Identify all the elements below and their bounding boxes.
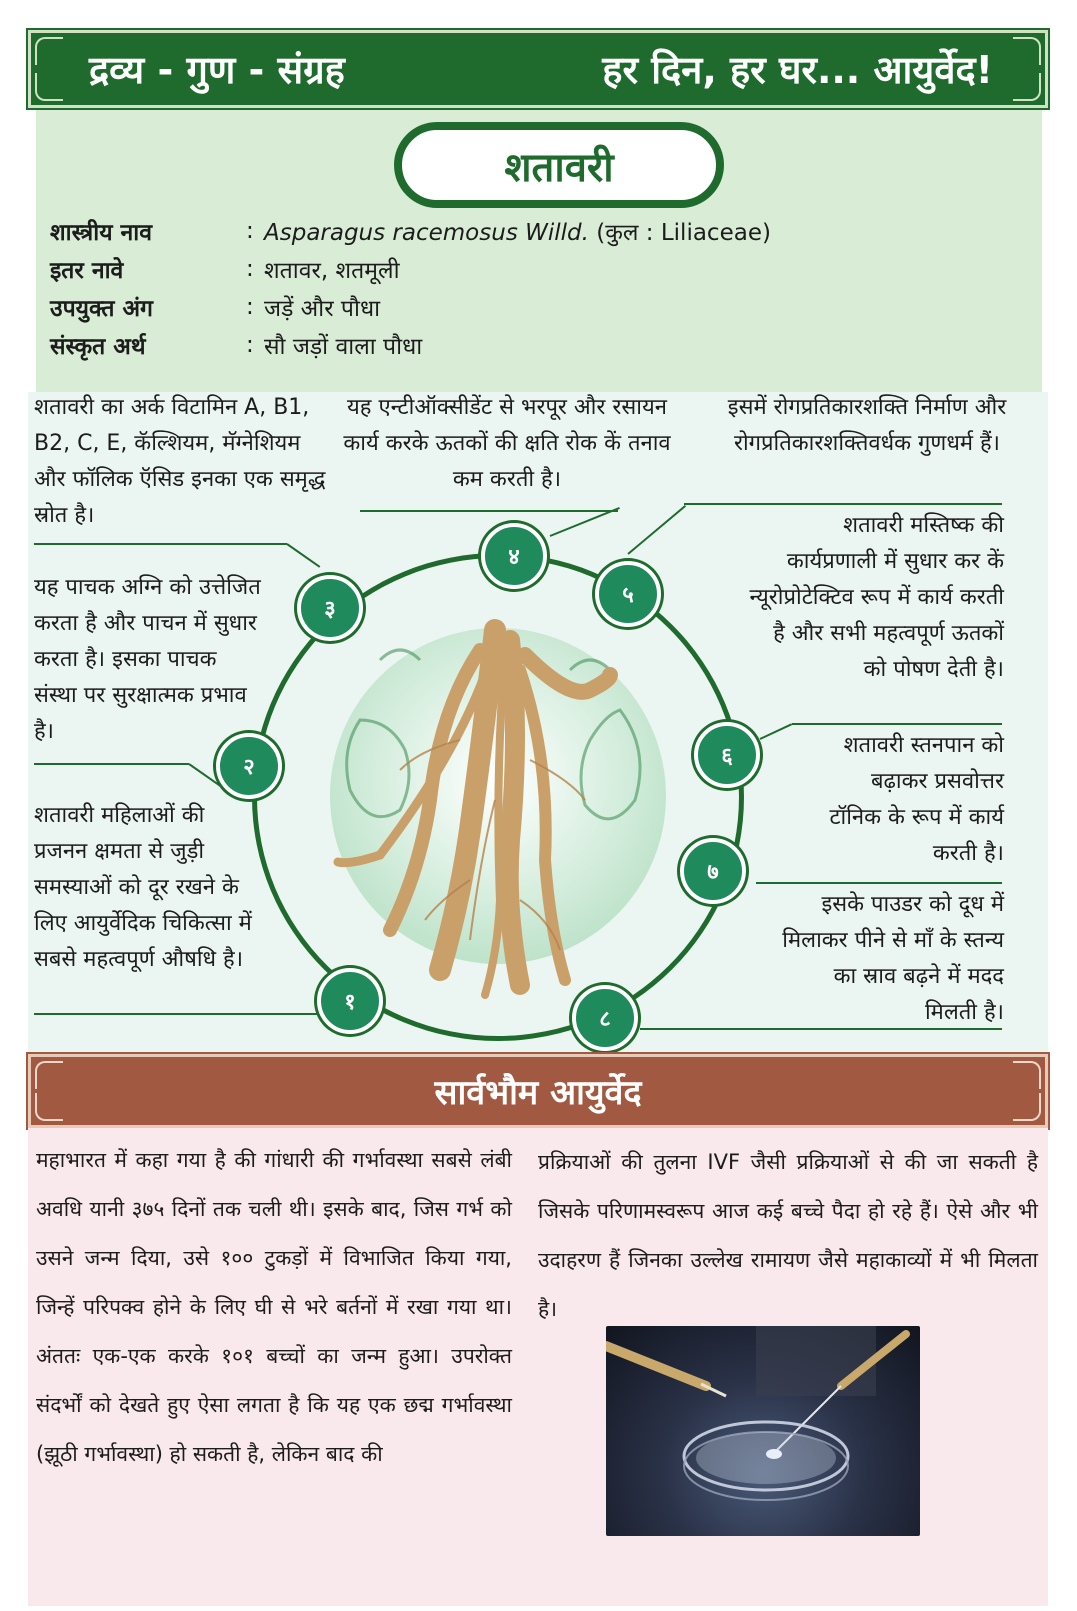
info-row-sanskrit-meaning: [50, 326, 1030, 364]
herb-name: शतावरी: [394, 122, 724, 208]
info-label: संस्कृत अर्थ: [50, 334, 146, 360]
benefit-badge-1: १: [317, 968, 383, 1034]
benefit-text-6: शतावरी मस्तिष्क की कार्यप्रणाली में सुधार कर कें न्यूरोप्रोटेक्टिव रूप में कार्य करती है और सभी महत्वपूर्ण ऊतकों को पोषण देती है।: [749, 513, 1004, 682]
article-column-left: महाभारत में कहा गया है की गांधारी की गर्भावस्था सबसे लंबी अवधि यानी ३७५ दिनों तक चली थी। इसके बाद, जिस गर्भ को उसने जन्म दिया, उसे १०० टुकड़ों में विभाजित किया गया, जिन्हें परिपक्व होने के लिए घी से भरे बर्तनों में रखा गया था। अंततः एक-एक करके १०१ बच्चों का जन्म हुआ। उपरोक्त संदर्भों को देखते हुए ऐसा लगता है कि यह एक छद्म गर्भावस्था (झूठी गर्भावस्था) हो सकती है, लेकिन बाद की: [36, 1148, 512, 1466]
info-separator: :: [246, 256, 254, 282]
ornament-corner: [35, 1093, 63, 1121]
ornament-corner: [35, 73, 63, 101]
info-separator: :: [246, 218, 254, 244]
connector-line: [34, 763, 189, 765]
header-banner: [28, 30, 1048, 108]
benefit-text-3: शतावरी का अर्क विटामिन A, B1, B2, C, E, कॅल्शियम, मॅग्नेशियम और फॉलिक ऍसिड इनका एक समृद्ध स्रोत है।: [34, 395, 326, 528]
ornament-corner: [35, 1061, 63, 1089]
connector-line: [34, 1013, 320, 1015]
info-row-other-names: [50, 250, 1030, 288]
benefit-text-8: इसके पाउडर को दूध में मिलाकर पीने से माँ के स्तन्य का स्राव बढ़ने में मदद मिलती है।: [782, 892, 1004, 1025]
shatavari-root-illustration: [320, 600, 670, 1000]
section-banner: [28, 1054, 1048, 1128]
ornament-corner: [1013, 1093, 1041, 1121]
petri-dish-illustration: [606, 1326, 920, 1536]
herb-info-panel: [36, 110, 1042, 392]
ornament-corner: [1013, 73, 1041, 101]
benefit-badge-7: ७: [680, 838, 746, 904]
benefit-text-1: शतावरी महिलाओं की प्रजनन क्षमता से जुड़ी समस्याओं को दूर रखने के लिए आयुर्वेदिक चिकित्सा में सबसे महत्वपूर्ण औषधि है।: [34, 803, 252, 972]
tagline: हर दिन, हर घर... आयुर्वेद!: [602, 48, 993, 92]
connector-line: [756, 882, 1002, 884]
benefit-text-7: शतावरी स्तनपान को बढ़ाकर प्रसवोत्तर टॉनिक के रूप में कार्य करती है।: [829, 733, 1004, 866]
info-separator: :: [246, 332, 254, 358]
section-title: सार्वभौम आयुर्वेद: [434, 1073, 642, 1113]
benefit-badge-5: ५: [595, 561, 661, 627]
benefit-text-5: इसमें रोगप्रतिकारशक्ति निर्माण और रोगप्रतिकारशक्तिवर्धक गुणधर्म हैं।: [727, 395, 1007, 456]
botanical-name: Asparagus racemosus Willd.: [264, 220, 589, 246]
info-value: [264, 215, 1030, 247]
connector-line: [34, 543, 287, 545]
benefit-badge-8: ८: [572, 985, 638, 1051]
info-row-botanical-name: [50, 212, 1030, 250]
benefit-text-4: यह एन्टीऑक्सीडेंट से भरपूर और रसायन कार्य करके ऊतकों की क्षति रोक कें तनाव कम करती है।: [343, 395, 671, 492]
ornament-corner: [1013, 37, 1041, 65]
article-column-right: प्रक्रियाओं की तुलना IVF जैसी प्रक्रियाओं से की जा सकती है जिसके परिणामस्वरूप आज कई बच्चे पैदा हो रहे हैं। ऐसे और भी उदाहरण हैं जिनका उल्लेख रामायण जैसे महाकाव्यों में भी मिलता है।: [538, 1150, 1038, 1321]
ivf-lab-photo: [606, 1326, 920, 1536]
ornament-corner: [1013, 1061, 1041, 1089]
info-label: उपयुक्त अंग: [50, 296, 153, 322]
connector-line: [360, 510, 618, 512]
info-separator: :: [246, 294, 254, 320]
connector-line: [792, 723, 1002, 725]
info-row-useful-parts: [50, 288, 1030, 326]
series-title: द्रव्य - गुण - संग्रह: [89, 48, 345, 92]
connector-line: [684, 503, 1002, 505]
info-value: सौ जड़ों वाला पौधा: [264, 334, 423, 360]
benefit-badge-4: ४: [481, 523, 547, 589]
ornament-corner: [35, 37, 63, 65]
info-label: इतर नावे: [50, 258, 124, 284]
benefit-badge-6: ६: [694, 722, 760, 788]
info-label: शास्त्रीय नाव: [50, 220, 153, 246]
herb-info-rows: [50, 212, 1030, 364]
benefit-badge-3: ३: [297, 575, 363, 641]
article-body: [28, 1128, 1048, 1606]
family-name: (कुल : Liliaceae): [588, 220, 771, 246]
benefit-text-2: यह पाचक अग्नि को उत्तेजित करता है और पाचन में सुधार करता है। इसका पाचक संस्था पर सुरक्षात्मक प्रभाव है।: [34, 575, 261, 744]
info-value: शतावर, शतमूली: [264, 258, 400, 284]
info-value: जड़ें और पौधा: [264, 296, 381, 322]
benefit-badge-2: २: [216, 733, 282, 799]
